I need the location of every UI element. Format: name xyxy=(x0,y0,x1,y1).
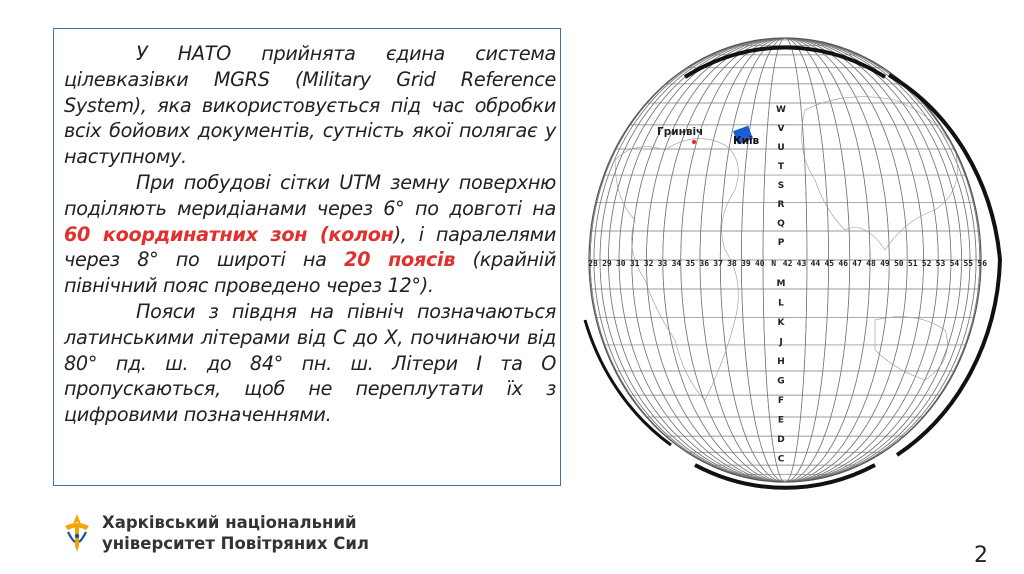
zone-number-label: 39 xyxy=(741,259,751,268)
zone-number-label: 30 xyxy=(615,259,626,268)
zone-number-label: 56 xyxy=(977,259,988,268)
zone-number-label: 46 xyxy=(838,259,849,268)
zone-number-label: 33 xyxy=(657,259,668,268)
zone-number-label: 34 xyxy=(671,259,682,268)
band-letter-label: P xyxy=(777,238,785,248)
paragraph-2-text-a: При побудові сітки UTM земну поверхню поділяють меридіанами через 6° по довготі на xyxy=(64,170,556,220)
utm-globe-map xyxy=(575,20,1015,500)
band-letter-label: W xyxy=(776,105,786,115)
highlight-60-zones: 60 координатних зон (колон xyxy=(64,222,394,246)
band-letter-label: E xyxy=(777,415,785,426)
zone-number-label: 49 xyxy=(880,259,890,268)
zone-number-label: 55 xyxy=(963,259,974,268)
zone-number-labels xyxy=(588,259,987,268)
university-line-2: університет Повітряних Сил xyxy=(102,534,369,553)
zone-number-label: 44 xyxy=(810,259,821,268)
zone-number-label: 42 xyxy=(782,259,793,268)
band-letter-label: Q xyxy=(777,219,785,229)
band-letter-label: R xyxy=(777,200,785,210)
zone-number-label: 40 xyxy=(754,259,765,268)
band-letter-label: T xyxy=(777,162,785,172)
highlight-20-bands: 20 поясів xyxy=(344,248,456,272)
university-emblem-icon xyxy=(62,512,92,554)
band-letter-label: G xyxy=(777,376,785,387)
band-letter-labels xyxy=(776,105,786,465)
band-letter-label: J xyxy=(779,337,783,348)
zone-number-label: 51 xyxy=(907,259,918,268)
band-letter-label: F xyxy=(777,396,785,406)
paragraph-2-text-c: (крайній північний пояс проведено через 12°). xyxy=(64,248,556,298)
band-letter-label: V xyxy=(777,124,785,134)
paragraph-utm xyxy=(64,170,556,299)
band-letter-label: D xyxy=(777,435,785,445)
band-letter-label: H xyxy=(777,357,785,367)
zone-number-label: 52 xyxy=(921,259,932,268)
zone-number-label: 45 xyxy=(824,259,835,268)
footer xyxy=(62,508,369,558)
zone-number-label: 54 xyxy=(949,259,960,268)
greenwich-dot xyxy=(692,140,696,144)
university-line-1: Харківський національний xyxy=(102,513,357,532)
globe-rim-top xyxy=(685,48,885,77)
paragraph-3-text: Пояси з півдня на північ позначаються латинськими літерами від C до X, починаючи від 80° пд. ш. до 84° пн. ш. Літери I та O пропускаються, щоб не переплутати їх з цифровими позначеннями. xyxy=(64,299,556,427)
label-greenwich: Гринвіч xyxy=(657,126,704,138)
university-name xyxy=(102,512,369,554)
slide-number: 2 xyxy=(974,543,988,568)
zone-number-label: 36 xyxy=(699,259,710,268)
zone-number-label: 47 xyxy=(852,259,862,268)
zone-number-label: N xyxy=(771,259,777,268)
band-letter-label: U xyxy=(777,143,785,153)
zone-number-label: 31 xyxy=(629,259,640,268)
zone-number-label: 35 xyxy=(685,259,696,268)
band-letter-label: C xyxy=(777,454,785,465)
zone-number-label: 32 xyxy=(643,259,654,268)
zone-number-label: 48 xyxy=(866,259,876,268)
band-letter-label: M xyxy=(776,279,786,289)
zone-number-label: 29 xyxy=(602,259,612,268)
paragraph-1-text: У НАТО прийнята єдина система цілевказівки MGRS (Military Grid Reference System), яка використовується під час обробки всіх бойових документів, сутність якої полягає у наступному. xyxy=(64,42,556,169)
paragraph-mgrs xyxy=(64,41,556,170)
zone-number-label: 53 xyxy=(935,259,946,268)
continent-outlines xyxy=(615,97,958,400)
label-kyiv: Київ xyxy=(733,135,760,147)
paragraph-2-text-b: ), і паралелями через 8° по широті на xyxy=(64,222,556,272)
zone-number-label: 38 xyxy=(727,259,737,268)
zone-number-label: 50 xyxy=(893,259,904,268)
band-letter-label: K xyxy=(777,318,785,328)
zone-number-label: 43 xyxy=(796,259,807,268)
band-letter-label: S xyxy=(777,181,785,191)
band-letter-label: L xyxy=(778,298,784,309)
zone-number-label: 37 xyxy=(713,259,723,268)
zone-number-label: 28 xyxy=(588,259,598,268)
text-box xyxy=(53,28,561,486)
paragraph-bands xyxy=(64,299,556,428)
